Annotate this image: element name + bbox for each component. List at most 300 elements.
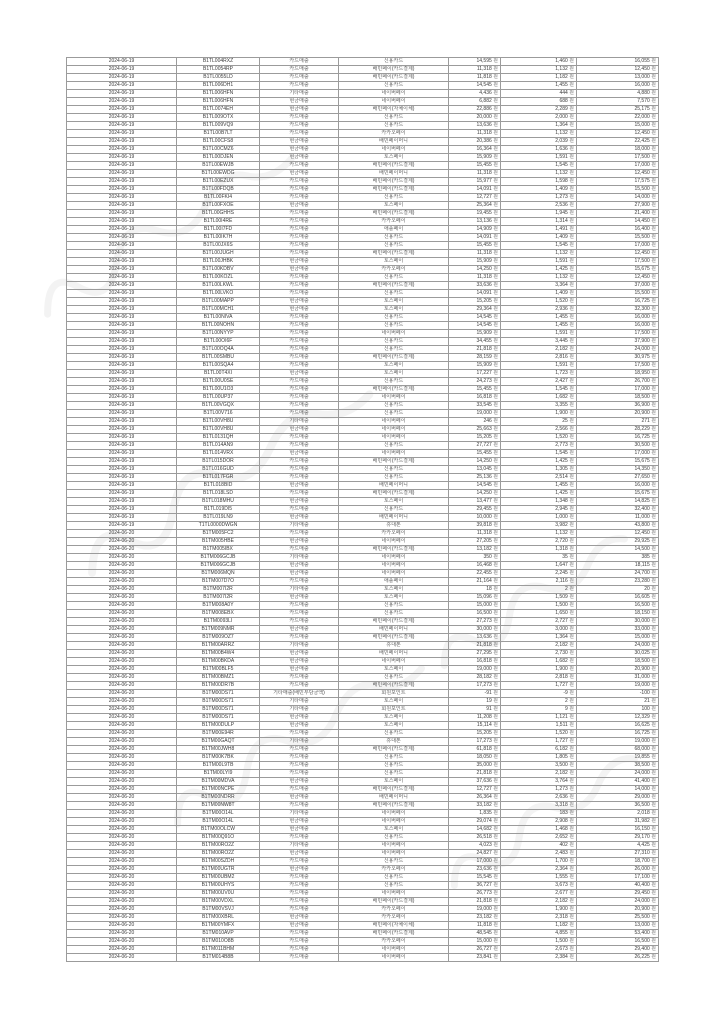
cell-supply_amount: 14,682 원	[449, 826, 501, 834]
cell-date: 2024-06-20	[67, 722, 177, 730]
cell-vat: 2,936 원	[501, 306, 577, 314]
cell-receipt_id: B1TM00UHYS	[177, 882, 260, 890]
cell-receipt_id: B1TM010O8B	[177, 938, 260, 946]
table-row	[67, 714, 659, 722]
cell-supply_amount: 26,727 원	[449, 946, 501, 954]
cell-payment_method: 네이버페이	[339, 90, 449, 98]
table-row	[67, 738, 659, 746]
cell-payment_method: 배민페이(카드결제)	[339, 458, 449, 466]
cell-receipt_id: B1TM005IBX	[177, 546, 260, 554]
cell-date: 2024-06-19	[67, 402, 177, 410]
cell-payment_method: 배민페이(카드결제)	[339, 74, 449, 82]
table-row	[67, 610, 659, 618]
cell-total: 14,500 원	[577, 546, 659, 554]
cell-supply_amount: 13,636 원	[449, 634, 501, 642]
cell-sales_type: 기타매출	[260, 418, 339, 426]
cell-supply_amount: 13,182 원	[449, 546, 501, 554]
cell-sales_type: 카드매출	[260, 906, 339, 914]
cell-sales_type: 현금매출	[260, 538, 339, 546]
cell-date: 2024-06-20	[67, 802, 177, 810]
cell-total: 28,229 원	[577, 426, 659, 434]
cell-vat: 2 원	[501, 586, 577, 594]
cell-date: 2024-06-19	[67, 202, 177, 210]
table-row	[67, 378, 659, 386]
cell-receipt_id: B1TL00DJEN	[177, 154, 260, 162]
cell-vat: 1,000 원	[501, 514, 577, 522]
cell-vat: 3,445 원	[501, 338, 577, 346]
cell-vat: 1,455 원	[501, 82, 577, 90]
cell-total: 43,800 원	[577, 522, 659, 530]
cell-vat: 2,536 원	[501, 202, 577, 210]
cell-receipt_id: B1TM00O14L	[177, 810, 260, 818]
table-row	[67, 186, 659, 194]
cell-date: 2024-06-20	[67, 770, 177, 778]
table-row	[67, 98, 659, 106]
cell-vat: 1,132 원	[501, 130, 577, 138]
table-row	[67, 634, 659, 642]
cell-date: 2024-06-20	[67, 610, 177, 618]
cell-supply_amount: 19,000 원	[449, 666, 501, 674]
table-row	[67, 122, 659, 130]
table-row	[67, 938, 659, 946]
cell-date: 2024-06-20	[67, 554, 177, 562]
cell-date: 2024-06-20	[67, 594, 177, 602]
cell-supply_amount: 34,455 원	[449, 338, 501, 346]
cell-date: 2024-06-19	[67, 58, 177, 66]
table-row	[67, 762, 659, 770]
cell-receipt_id: B1TL00FXOE	[177, 202, 260, 210]
cell-receipt_id: B1TM00NCPE	[177, 786, 260, 794]
cell-total: 13,000 원	[577, 74, 659, 82]
cell-sales_type: 카드매출	[260, 402, 339, 410]
cell-receipt_id: B1TM007I2R	[177, 594, 260, 602]
cell-payment_method: 카카오페이	[339, 866, 449, 874]
cell-sales_type: 카드매출	[260, 858, 339, 866]
cell-receipt_id: B1TL00SQA4	[177, 362, 260, 370]
table-row	[67, 858, 659, 866]
cell-sales_type: 현금매출	[260, 146, 339, 154]
cell-payment_method: 신용카드	[339, 474, 449, 482]
cell-receipt_id: B1TM00DR7B	[177, 682, 260, 690]
cell-date: 2024-06-20	[67, 626, 177, 634]
table-row	[67, 722, 659, 730]
cell-date: 2024-06-19	[67, 170, 177, 178]
cell-supply_amount: 11,318 원	[449, 274, 501, 282]
cell-vat: 4,855 원	[501, 930, 577, 938]
cell-receipt_id: B1TL019LN9	[177, 514, 260, 522]
cell-receipt_id: B1TM00B4W4	[177, 650, 260, 658]
cell-receipt_id: B1TM006GCJB	[177, 562, 260, 570]
cell-receipt_id: B1TM008EBX	[177, 610, 260, 618]
cell-date: 2024-06-19	[67, 186, 177, 194]
table-row	[67, 490, 659, 498]
cell-sales_type: 카드매출	[260, 234, 339, 242]
cell-sales_type: 기타매출	[260, 706, 339, 714]
table-row	[67, 746, 659, 754]
cell-payment_method: 신용카드	[339, 378, 449, 386]
cell-payment_method: 신용카드	[339, 410, 449, 418]
cell-sales_type: 카드매출	[260, 674, 339, 682]
cell-payment_method: 배민페이(자체이체)	[339, 106, 449, 114]
cell-vat: 1,318 원	[501, 546, 577, 554]
cell-date: 2024-06-19	[67, 234, 177, 242]
cell-supply_amount: 15,909 원	[449, 154, 501, 162]
cell-vat: 1,314 원	[501, 218, 577, 226]
cell-date: 2024-06-19	[67, 274, 177, 282]
cell-vat: 1,591 원	[501, 258, 577, 266]
table-row	[67, 170, 659, 178]
cell-receipt_id: B1TL006HFN	[177, 98, 260, 106]
cell-supply_amount: 15,205 원	[449, 730, 501, 738]
table-row	[67, 322, 659, 330]
cell-payment_method: 신용카드	[339, 274, 449, 282]
cell-sales_type: 현금매출	[260, 98, 339, 106]
cell-total: 11,000 원	[577, 514, 659, 522]
cell-date: 2024-06-20	[67, 570, 177, 578]
cell-receipt_id: B1TL00JUGH	[177, 250, 260, 258]
cell-supply_amount: 14,091 원	[449, 234, 501, 242]
cell-supply_amount: 15,909 원	[449, 362, 501, 370]
table-row	[67, 274, 659, 282]
table-row	[67, 250, 659, 258]
cell-vat: 1,305 원	[501, 466, 577, 474]
cell-vat: 1,425 원	[501, 266, 577, 274]
cell-payment_method: 신용카드	[339, 194, 449, 202]
cell-receipt_id: B1TL00CMZ6	[177, 146, 260, 154]
cell-supply_amount: 29,364 원	[449, 306, 501, 314]
cell-supply_amount: 48,545 원	[449, 930, 501, 938]
cell-payment_method: 배민페이머니	[339, 626, 449, 634]
cell-date: 2024-06-19	[67, 426, 177, 434]
cell-vat: 2,289 원	[501, 106, 577, 114]
cell-supply_amount: 18 원	[449, 586, 501, 594]
cell-total: 4,425 원	[577, 842, 659, 850]
cell-total: 29,450 원	[577, 890, 659, 898]
cell-vat: 1,460 원	[501, 58, 577, 66]
cell-date: 2024-06-19	[67, 410, 177, 418]
cell-supply_amount: 15,205 원	[449, 434, 501, 442]
cell-total: 16,055 원	[577, 58, 659, 66]
cell-vat: 3,318 원	[501, 802, 577, 810]
cell-date: 2024-06-20	[67, 890, 177, 898]
cell-total: 24,000 원	[577, 770, 659, 778]
cell-supply_amount: 11,208 원	[449, 714, 501, 722]
cell-payment_method: 휴대폰	[339, 642, 449, 650]
cell-date: 2024-06-19	[67, 458, 177, 466]
table-row	[67, 618, 659, 626]
cell-supply_amount: 29,455 원	[449, 506, 501, 514]
cell-receipt_id: B1TM00OLCW	[177, 826, 260, 834]
cell-supply_amount: 16,818 원	[449, 394, 501, 402]
cell-receipt_id: B1TM00VDXL	[177, 898, 260, 906]
cell-sales_type: 카드매출	[260, 546, 339, 554]
cell-vat: 25 원	[501, 418, 577, 426]
cell-payment_method: 신용카드	[339, 754, 449, 762]
cell-vat: 1,900 원	[501, 666, 577, 674]
table-row	[67, 786, 659, 794]
cell-receipt_id: B1TL00NYYP	[177, 330, 260, 338]
cell-receipt_id: B1TM014B8B	[177, 954, 260, 962]
cell-total: 29,925 원	[577, 538, 659, 546]
cell-date: 2024-06-20	[67, 882, 177, 890]
cell-date: 2024-06-20	[67, 730, 177, 738]
cell-supply_amount: 15,455 원	[449, 162, 501, 170]
cell-date: 2024-06-19	[67, 90, 177, 98]
cell-total: 25,175 원	[577, 106, 659, 114]
cell-total: 20 원	[577, 586, 659, 594]
cell-total: 17,000 원	[577, 386, 659, 394]
cell-total: 16,000 원	[577, 314, 659, 322]
cell-date: 2024-06-19	[67, 242, 177, 250]
cell-receipt_id: B1TL006DH1	[177, 82, 260, 90]
cell-supply_amount: 25,364 원	[449, 202, 501, 210]
cell-total: 37,000 원	[577, 282, 659, 290]
table-row	[67, 562, 659, 570]
table-row	[67, 194, 659, 202]
table-row	[67, 658, 659, 666]
cell-total: 18,000 원	[577, 146, 659, 154]
cell-payment_method: 배민페이(카드결제)	[339, 250, 449, 258]
cell-receipt_id: B1TL00KDBV	[177, 266, 260, 274]
cell-supply_amount: 14,909 원	[449, 226, 501, 234]
cell-receipt_id: B1TM00VSVJ	[177, 906, 260, 914]
cell-supply_amount: 14,595 원	[449, 58, 501, 66]
cell-payment_method: 신용카드	[339, 322, 449, 330]
cell-sales_type: 카드매출	[260, 610, 339, 618]
cell-sales_type: 카드매출	[260, 346, 339, 354]
cell-receipt_id: B1TL00FKI4	[177, 194, 260, 202]
cell-payment_method: 배민페이(카드결제)	[339, 66, 449, 74]
cell-receipt_id: B1TM007D7O	[177, 578, 260, 586]
cell-vat: 3,982 원	[501, 522, 577, 530]
cell-receipt_id: B1TM00NDRR	[177, 794, 260, 802]
cell-payment_method: 배민페이(카드결제)	[339, 210, 449, 218]
cell-total: 12,450 원	[577, 530, 659, 538]
cell-receipt_id: B1TL006HFN	[177, 90, 260, 98]
cell-sales_type: 현금매출	[260, 570, 339, 578]
table-row	[67, 922, 659, 930]
cell-sales_type: 카드매출	[260, 490, 339, 498]
cell-total: 16,725 원	[577, 730, 659, 738]
cell-vat: 2,908 원	[501, 818, 577, 826]
cell-date: 2024-06-20	[67, 698, 177, 706]
cell-sales_type: 카드매출	[260, 314, 339, 322]
cell-receipt_id: B1TL00LVKO	[177, 290, 260, 298]
cell-supply_amount: 11,818 원	[449, 74, 501, 82]
cell-sales_type: 카드매출	[260, 506, 339, 514]
cell-total: 20,900 원	[577, 666, 659, 674]
cell-sales_type: 카드매출	[260, 66, 339, 74]
cell-date: 2024-06-20	[67, 618, 177, 626]
cell-sales_type: 카드매출	[260, 226, 339, 234]
table-row	[67, 866, 659, 874]
cell-sales_type: 현금매출	[260, 202, 339, 210]
cell-total: 14,450 원	[577, 218, 659, 226]
cell-payment_method: 네이버페이	[339, 890, 449, 898]
table-row	[67, 290, 659, 298]
cell-supply_amount: 25,136 원	[449, 474, 501, 482]
table-row	[67, 578, 659, 586]
cell-supply_amount: 12,727 원	[449, 194, 501, 202]
cell-sales_type: 카드매출	[260, 122, 339, 130]
cell-date: 2024-06-20	[67, 602, 177, 610]
table-row	[67, 66, 659, 74]
cell-sales_type: 카드매출	[260, 882, 339, 890]
cell-payment_method: 카카오페이	[339, 218, 449, 226]
cell-payment_method: 네이버페이	[339, 98, 449, 106]
cell-payment_method: 신용카드	[339, 122, 449, 130]
table-row	[67, 690, 659, 698]
cell-vat: 1,945 원	[501, 210, 577, 218]
cell-total: 17,000 원	[577, 242, 659, 250]
cell-total: 32,400 원	[577, 506, 659, 514]
cell-vat: 3,673 원	[501, 882, 577, 890]
cell-vat: 2,773 원	[501, 442, 577, 450]
cell-supply_amount: 13,636 원	[449, 122, 501, 130]
cell-payment_method: 애플페이	[339, 578, 449, 586]
cell-date: 2024-06-20	[67, 786, 177, 794]
cell-payment_method: 토스페이	[339, 714, 449, 722]
cell-supply_amount: 15,455 원	[449, 450, 501, 458]
cell-vat: 1,468 원	[501, 826, 577, 834]
cell-date: 2024-06-20	[67, 634, 177, 642]
cell-total: 271 원	[577, 418, 659, 426]
cell-vat: 1,555 원	[501, 874, 577, 882]
cell-supply_amount: 15,455 원	[449, 386, 501, 394]
cell-payment_method: 신용카드	[339, 730, 449, 738]
cell-sales_type: 카드매출	[260, 290, 339, 298]
cell-date: 2024-06-19	[67, 178, 177, 186]
cell-payment_method: 토스페이	[339, 258, 449, 266]
table-row	[67, 306, 659, 314]
table-row	[67, 906, 659, 914]
cell-sales_type: 현금매출	[260, 154, 339, 162]
cell-total: 20,900 원	[577, 410, 659, 418]
cell-payment_method: 토스페이	[339, 362, 449, 370]
cell-sales_type: 기타매출	[260, 522, 339, 530]
cell-vat: 2,039 원	[501, 138, 577, 146]
cell-total: 16,625 원	[577, 722, 659, 730]
cell-payment_method: 네이버페이	[339, 810, 449, 818]
cell-total: 17,500 원	[577, 362, 659, 370]
cell-payment_method: 네이버페이	[339, 842, 449, 850]
cell-total: 22,425 원	[577, 138, 659, 146]
cell-payment_method: 배민페이(카드결제)	[339, 282, 449, 290]
cell-payment_method: 배민페이(카드결제)	[339, 802, 449, 810]
cell-date: 2024-06-19	[67, 450, 177, 458]
cell-vat: 1,132 원	[501, 170, 577, 178]
cell-vat: 1,491 원	[501, 226, 577, 234]
cell-payment_method: 신용카드	[339, 442, 449, 450]
cell-total: 26,700 원	[577, 378, 659, 386]
table-row	[67, 386, 659, 394]
cell-receipt_id: B1TL009VQ9	[177, 122, 260, 130]
cell-sales_type: 현금매출	[260, 778, 339, 786]
cell-sales_type: 카드매출	[260, 834, 339, 842]
cell-payment_method: 카카오페이	[339, 914, 449, 922]
cell-receipt_id: B1TL00EWDG	[177, 170, 260, 178]
cell-sales_type: 현금매출	[260, 818, 339, 826]
cell-total: 36,900 원	[577, 402, 659, 410]
cell-payment_method: 배민페이(카드결제)	[339, 178, 449, 186]
cell-total: 15,675 원	[577, 458, 659, 466]
cell-date: 2024-06-20	[67, 818, 177, 826]
sales-detail-table	[66, 57, 659, 962]
cell-payment_method: 신용카드	[339, 834, 449, 842]
cell-total: 16,725 원	[577, 434, 659, 442]
cell-date: 2024-06-20	[67, 754, 177, 762]
table-row	[67, 162, 659, 170]
table-row	[67, 706, 659, 714]
cell-date: 2024-06-20	[67, 658, 177, 666]
table-row	[67, 890, 659, 898]
cell-vat: 1,182 원	[501, 922, 577, 930]
cell-supply_amount: 23,841 원	[449, 954, 501, 962]
cell-vat: 1,545 원	[501, 450, 577, 458]
cell-total: 15,675 원	[577, 490, 659, 498]
cell-date: 2024-06-19	[67, 74, 177, 82]
cell-supply_amount: 28,159 원	[449, 354, 501, 362]
cell-receipt_id: B1TL00MCH1	[177, 306, 260, 314]
table-row	[67, 770, 659, 778]
cell-receipt_id: B1TM00DS71	[177, 698, 260, 706]
cell-total: 29,000 원	[577, 794, 659, 802]
cell-supply_amount: 4,436 원	[449, 90, 501, 98]
cell-receipt_id: B1TL00EZUX	[177, 178, 260, 186]
cell-payment_method: 신용카드	[339, 466, 449, 474]
cell-date: 2024-06-19	[67, 442, 177, 450]
cell-date: 2024-06-19	[67, 362, 177, 370]
cell-total: 17,500 원	[577, 154, 659, 162]
cell-date: 2024-06-19	[67, 130, 177, 138]
cell-payment_method: 배민페이(카드결제)	[339, 930, 449, 938]
cell-supply_amount: 246 원	[449, 418, 501, 426]
cell-payment_method: 신용카드	[339, 770, 449, 778]
cell-sales_type: 카드매출	[260, 618, 339, 626]
cell-vat: 1,273 원	[501, 786, 577, 794]
table-row	[67, 850, 659, 858]
cell-receipt_id: B1TL019DI5	[177, 506, 260, 514]
cell-vat: 6,182 원	[501, 746, 577, 754]
cell-supply_amount: 14,545 원	[449, 314, 501, 322]
cell-date: 2024-06-20	[67, 834, 177, 842]
table-row	[67, 826, 659, 834]
cell-total: 33,000 원	[577, 626, 659, 634]
cell-receipt_id: B1TL0055LD	[177, 74, 260, 82]
cell-date: 2024-06-19	[67, 394, 177, 402]
cell-vat: 1,591 원	[501, 330, 577, 338]
cell-supply_amount: 19,455 원	[449, 210, 501, 218]
cell-sales_type: 기타매출	[260, 810, 339, 818]
cell-date: 2024-06-19	[67, 418, 177, 426]
cell-sales_type: 카드매출	[260, 474, 339, 482]
cell-sales_type: 카드매출	[260, 250, 339, 258]
cell-payment_method: 신용카드	[339, 346, 449, 354]
cell-sales_type: 카드매출	[260, 434, 339, 442]
table-row	[67, 522, 659, 530]
cell-vat: 1,545 원	[501, 386, 577, 394]
cell-receipt_id: B1TL00KOZL	[177, 274, 260, 282]
cell-vat: 1,545 원	[501, 242, 577, 250]
cell-sales_type: 카드매출	[260, 130, 339, 138]
cell-sales_type: 카드매출	[260, 410, 339, 418]
cell-sales_type: 기타매출(배민부담금액)	[260, 690, 339, 698]
cell-payment_method: 네이버페이	[339, 450, 449, 458]
cell-payment_method: 신용카드	[339, 234, 449, 242]
cell-sales_type: 카드매출	[260, 386, 339, 394]
cell-date: 2024-06-20	[67, 826, 177, 834]
cell-total: 36,500 원	[577, 802, 659, 810]
